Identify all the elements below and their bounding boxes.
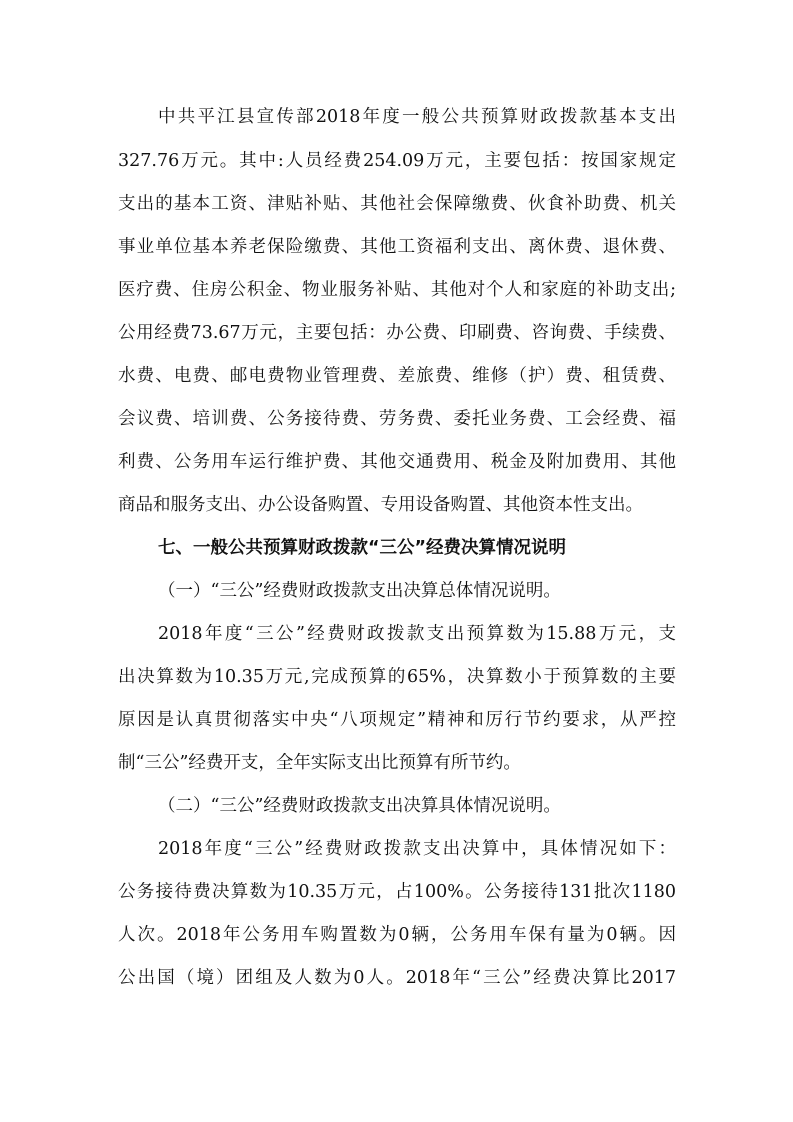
paragraph-line: 中共平江县宣传部2018年度一般公共预算财政拨款基本支出 [158, 107, 676, 127]
paragraph-line: 327.76万元。其中:人员经费254.09万元，主要包括：按国家规定 [118, 151, 676, 171]
paragraph-line: 2018年度“三公”经费财政拨款支出预算数为15.88万元，支 [158, 624, 676, 644]
paragraph-line: 会议费、培训费、公务接待费、劳务费、委托业务费、工会经费、福 [118, 409, 676, 429]
paragraph-line: 人次。2018年公务用车购置数为0辆，公务用车保有量为0辆。因 [118, 925, 676, 945]
subsection-heading: （一）“三公”经费财政拨款支出决算总体情况说明。 [158, 581, 561, 601]
paragraph-line: 原因是认真贯彻落实中央“八项规定”精神和厉行节约要求，从严控 [118, 710, 676, 730]
paragraph-line: 公务接待费决算数为10.35万元，占100%。公务接待131批次1180 [118, 882, 676, 902]
paragraph-line: 医疗费、住房公积金、物业服务补贴、其他对个人和家庭的补助支出; [118, 280, 676, 300]
paragraph-line: 支出的基本工资、津贴补贴、其他社会保障缴费、伙食补助费、机关 [118, 194, 676, 214]
paragraph-line: 出决算数为10.35万元,完成预算的65%，决算数小于预算数的主要 [118, 667, 676, 687]
paragraph-line: 制“三公”经费开支，全年实际支出比预算有所节约。 [118, 753, 521, 773]
paragraph-line: 水费、电费、邮电费物业管理费、差旅费、维修（护）费、租赁费、 [118, 366, 676, 386]
paragraph-line: 商品和服务支出、办公设备购置、专用设备购置、其他资本性支出。 [118, 495, 643, 515]
paragraph-line: 事业单位基本养老保险缴费、其他工资福利支出、离休费、退休费、 [118, 237, 676, 257]
paragraph-line: 公出国（境）团组及人数为0人。2018年“三公”经费决算比2017 [118, 968, 676, 988]
subsection-heading: （二）“三公”经费财政拨款支出决算具体情况说明。 [158, 796, 561, 816]
paragraph-line: 利费、公务用车运行维护费、其他交通费用、税金及附加费用、其他 [118, 452, 676, 472]
paragraph-line: 公用经费73.67万元，主要包括：办公费、印刷费、咨询费、手续费、 [118, 323, 676, 343]
paragraph-line: 2018年度“三公”经费财政拨款支出决算中，具体情况如下： [158, 839, 676, 859]
section-heading: 七、一般公共预算财政拨款“三公”经费决算情况说明 [158, 538, 567, 558]
